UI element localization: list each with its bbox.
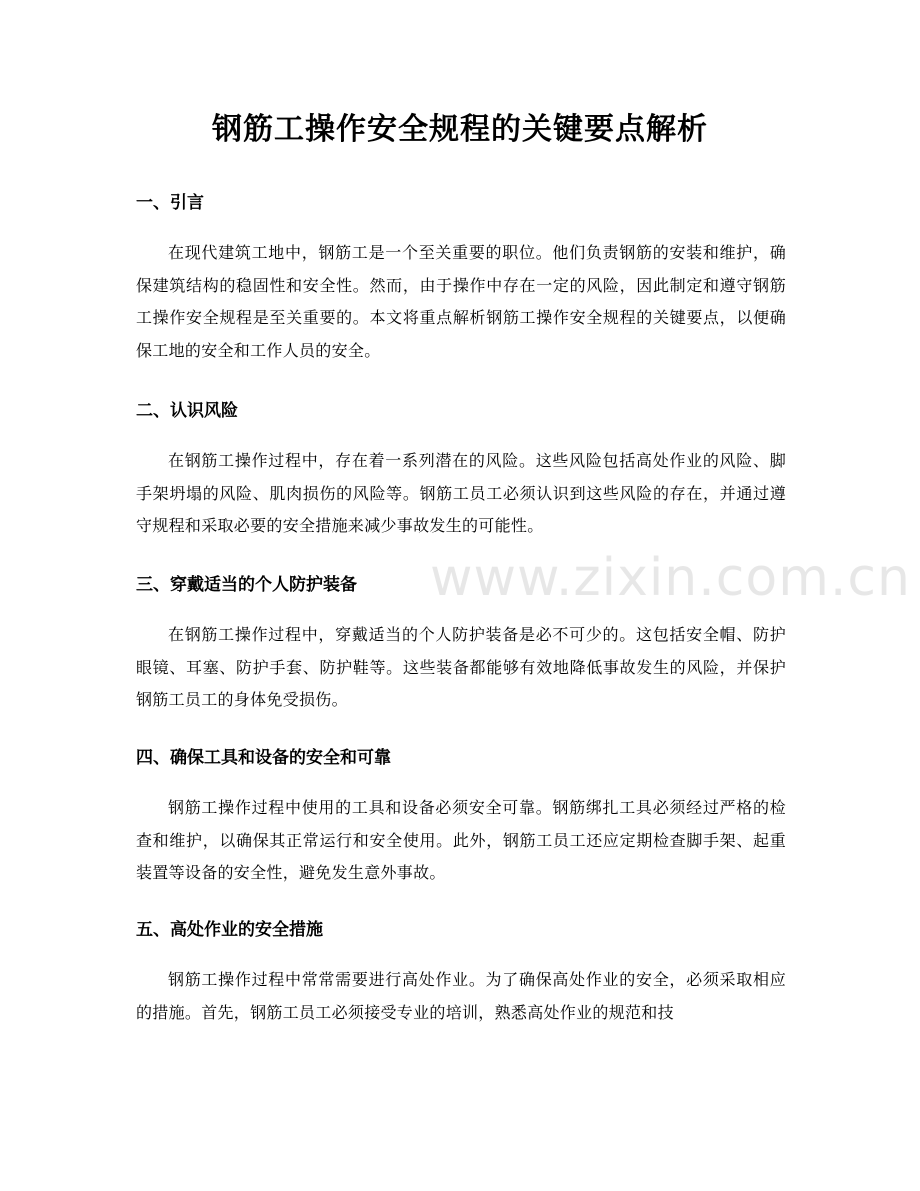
section-risk-awareness [136, 399, 786, 543]
section-paragraph: 在钢筋工操作过程中，穿戴适当的个人防护装备是必不可少的。这包括安全帽、防护眼镜、耳塞、防护手套、防护鞋等。这些装备都能够有效地降低事故发生的风险，并保护钢筋工员工的身体免受损伤。 [136, 625, 786, 709]
page-title: 钢筋工操作安全规程的关键要点解析 [212, 112, 708, 147]
section-heading: 四、确保工具和设备的安全和可靠 [136, 748, 391, 768]
section-introduction [136, 191, 786, 367]
section-tools-equipment [136, 746, 786, 890]
section-height-work [136, 918, 786, 1029]
section-paragraph: 在钢筋工操作过程中，存在着一系列潜在的风险。这些风险包括高处作业的风险、脚手架坍塌的风险、肌肉损伤的风险等。钢筋工员工必须认识到这些风险的存在，并通过遵守规程和采取必要的安全措施来减少事故发生的可能性。 [136, 451, 786, 535]
section-paragraph: 钢筋工操作过程中常常需要进行高处作业。为了确保高处作业的安全，必须采取相应的措施。首先，钢筋工员工必须接受专业的培训，熟悉高处作业的规范和技 [136, 970, 786, 1022]
section-paragraph: 钢筋工操作过程中使用的工具和设备必须安全可靠。钢筋绑扎工具必须经过严格的检查和维护，以确保其正常运行和安全使用。此外，钢筋工员工还应定期检查脚手架、起重装置等设备的安全性，避免发生意外事故。 [136, 798, 786, 882]
section-paragraph: 在现代建筑工地中，钢筋工是一个至关重要的职位。他们负责钢筋的安装和维护，确保建筑结构的稳固性和安全性。然而，由于操作中存在一定的风险，因此制定和遵守钢筋工操作安全规程是至关重要的。本文将重点解析钢筋工操作安全规程的关键要点，以便确保工地的安全和工作人员的安全。 [136, 243, 786, 360]
watermark: www.zixin.com.cn [430, 548, 911, 608]
section-heading: 一、引言 [136, 193, 204, 213]
section-heading: 三、穿戴适当的个人防护装备 [136, 575, 357, 595]
section-heading: 五、高处作业的安全措施 [136, 920, 323, 940]
section-heading: 二、认识风险 [136, 401, 238, 421]
